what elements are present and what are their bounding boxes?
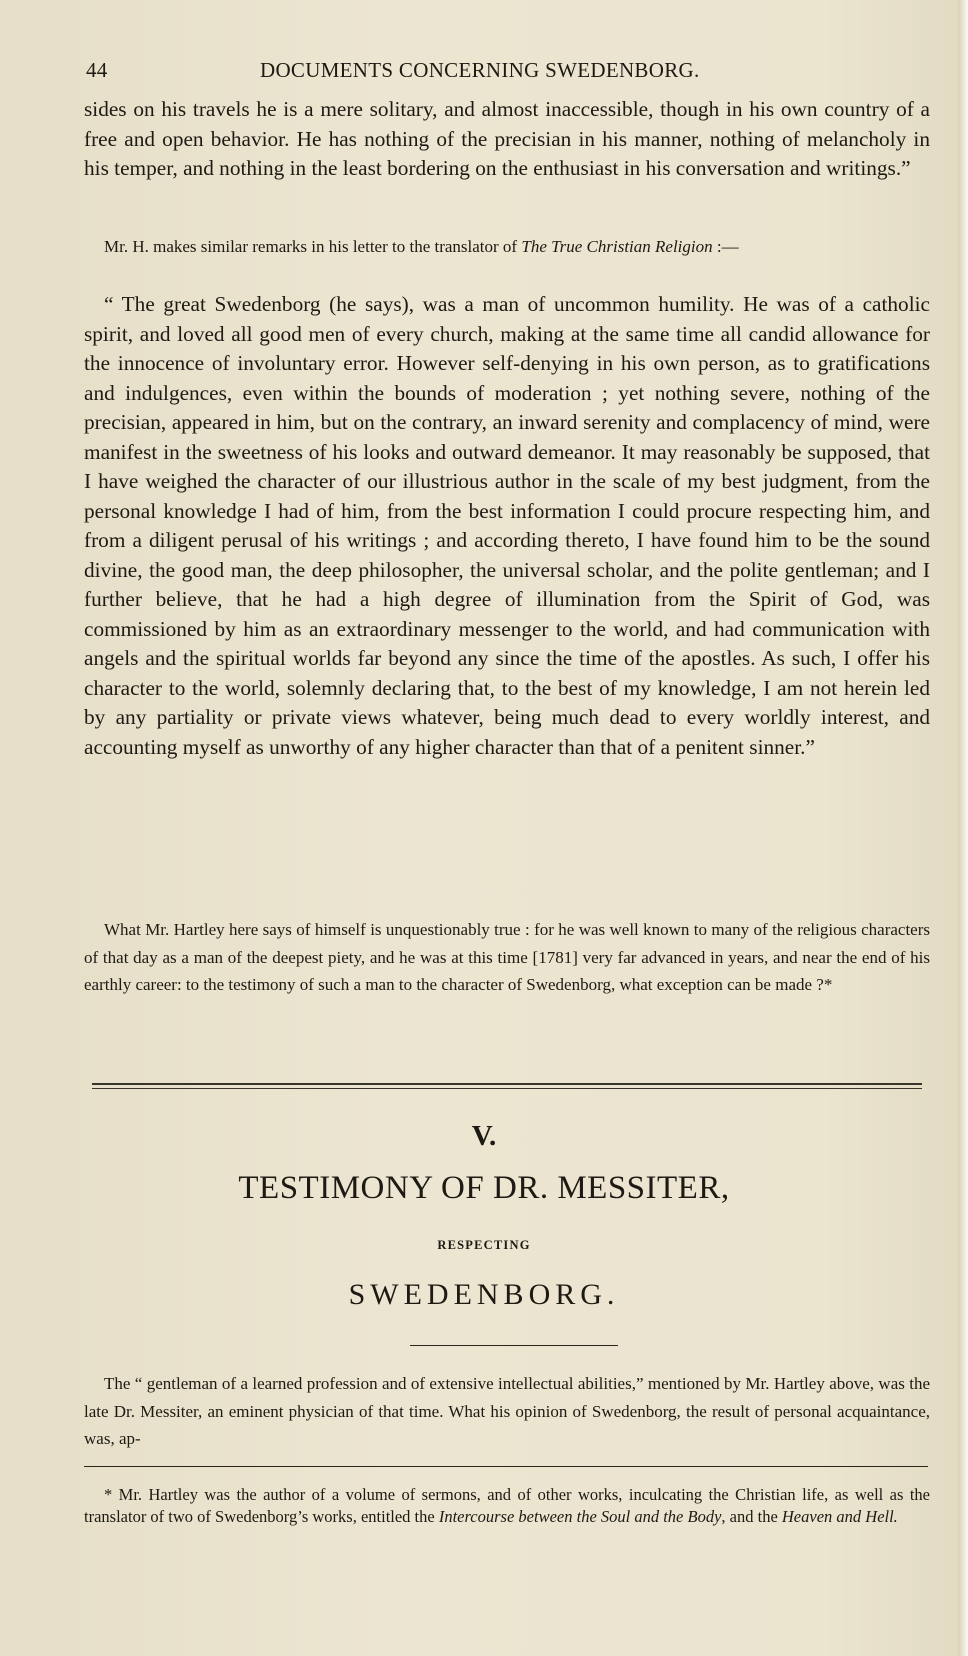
footnote-rule (84, 1466, 928, 1467)
footnote-title-1: Intercourse between the Soul and the Body (438, 1507, 722, 1526)
footnote (84, 1484, 930, 1528)
section-paragraph-1: The “ gentleman of a learned profession and of extensive intellectual abilities,” mentioned by Mr. Hartley above, was the late Dr. Messiter, an eminent physician of that time. What his opinion of Swedenborg, the result of personal acquaintance, was, ap- (84, 1374, 930, 1448)
section-number: V. (471, 1120, 497, 1152)
section-subject: SWEDENBORG. (348, 1278, 620, 1311)
page-edge (958, 0, 968, 1656)
page-number: 44 (86, 58, 108, 82)
section-title: TESTIMONY OF DR. MESSITER, (238, 1170, 730, 1206)
footnote-lead: * Mr. Hartley was the author of a volume of sermons, and of other works, inculcating the Christian life, as well as the translator of two of Swedenborg’s works, entitled the (84, 1485, 930, 1526)
footnote-middle: , and the (721, 1507, 782, 1526)
running-header (86, 52, 758, 88)
section-respecting: RESPECTING (437, 1238, 531, 1252)
body-paragraph-3-quote: “ The great Swedenborg (he says), was a man of uncommon humility. He was of a catholic spirit, and loved all good men of every church, making at the same time all candid allowance for the innocence of involuntary error. However self-denying in his own person, as to gratifications and indulgences, even within the bounds of moderation ; yet nothing severe, nothing of the precisian, appeared in him, but on the contrary, an inward serenity and complacency of mind, were manifest in the sweetness of his looks and outward demeanor. It may reasonably be supposed, that I have weighed the character of our illustrious author in the scale of my best judgment, from the personal knowledge I had of him, from the best information I could procure respecting him, and from a diligent perusal of his writings ; and according thereto, I have found him to be the sound divine, the good man, the deep philosopher, the universal scholar, and the polite gentleman; and I further believe, that he had a high degree of illumination from the Spirit of God, was commissioned by him as an extraordinary messenger to the world, and had communication with angels and the spiritual worlds far beyond any since the time of the apostles. As such, I offer his character to the world, solemnly declaring that, to the best of my knowledge, I am not herein led by any partiality or private views whatever, being much dead to every worldly interest, and accounting myself as unworthy of any higher character than that of a penitent sinner.” (84, 292, 930, 759)
title-rule (410, 1345, 618, 1346)
body-paragraph-4: What Mr. Hartley here says of himself is unquestionably true : for he was well known to many of the religious characters of that day as a man of the deepest piety, and he was at this time [1781] very far advanced in years, and near the end of his earthly career: to the testimony of such a man to the character of Swedenborg, what exception can be made ?* (84, 920, 930, 994)
para2-tail: :— (712, 237, 739, 256)
section-divider (92, 1083, 922, 1089)
body-paragraph-1: sides on his travels he is a mere solitary, and almost inaccessible, though in his own country of a free and open behavior. He has nothing of the precisian in his manner, nothing of melancholy in his temper, and nothing in the least bordering on the enthusiast in his conversation and writings.” (84, 97, 930, 180)
body-paragraph-2 (84, 233, 930, 261)
para2-lead: Mr. H. makes similar remarks in his letter to the translator of (104, 237, 522, 256)
footnote-title-2: Heaven and Hell. (781, 1507, 898, 1526)
running-title: DOCUMENTS CONCERNING SWEDENBORG. (260, 58, 700, 82)
book-title-true-christian-religion: The True Christian Religion (521, 237, 713, 256)
